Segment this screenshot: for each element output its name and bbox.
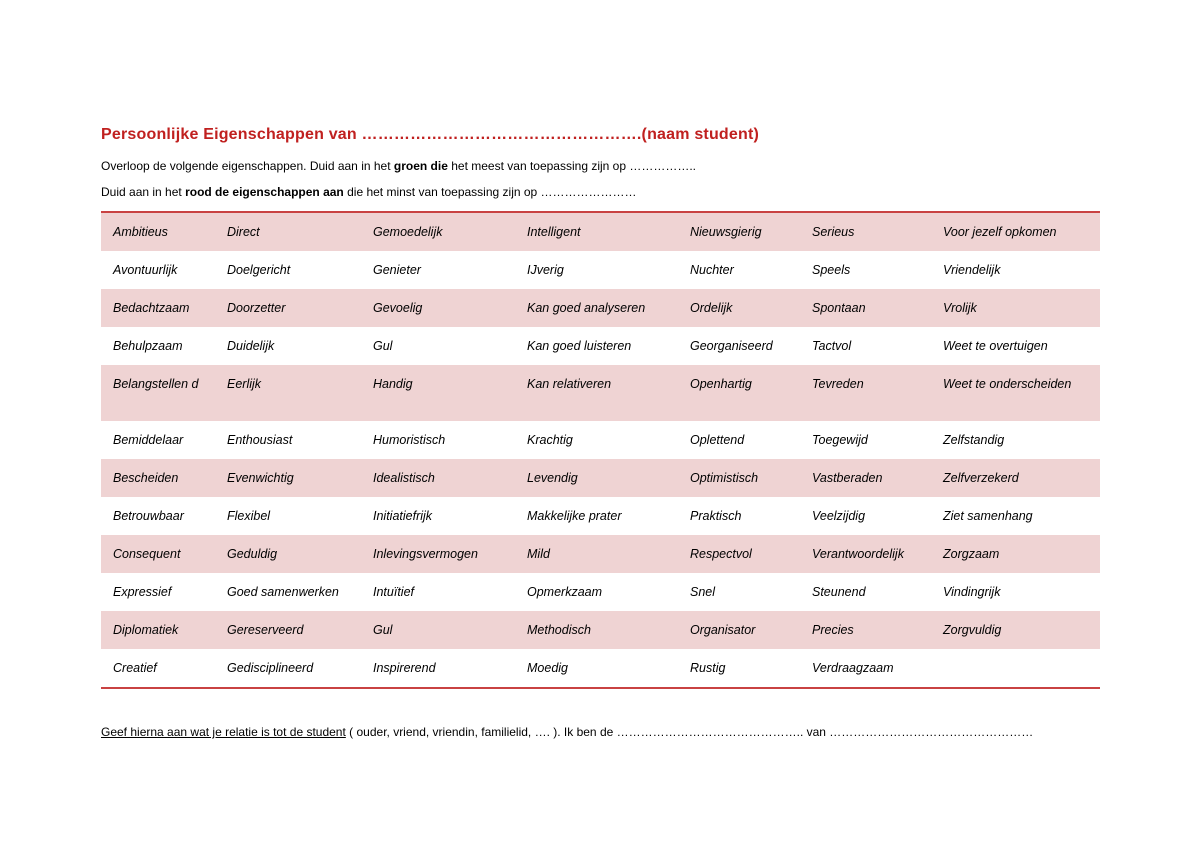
- trait-cell: Spontaan: [800, 289, 931, 327]
- trait-cell: Serieus: [800, 212, 931, 251]
- trait-cell: Vindingrijk: [943, 585, 1001, 599]
- trait-cell: Vastberaden: [800, 459, 931, 497]
- table-row: [101, 327, 1100, 365]
- instruction-red: [101, 185, 637, 199]
- trait-cell: Gedisciplineerd: [227, 661, 314, 675]
- trait-cell: Vrolijk: [931, 289, 1100, 327]
- trait-cell: Inspirerend: [373, 661, 436, 675]
- trait-cell: Verantwoordelijk: [800, 535, 931, 573]
- traits-table-body: [101, 212, 1100, 688]
- table-row: [101, 573, 1100, 611]
- trait-cell: Behulpzaam: [113, 339, 183, 353]
- trait-cell: Tactvol: [812, 339, 852, 353]
- trait-cell: Intelligent: [515, 212, 678, 251]
- trait-cell: Genieter: [373, 263, 421, 277]
- table-row: [101, 611, 1100, 649]
- trait-cell: Levendig: [515, 459, 678, 497]
- trait-cell: Nuchter: [690, 263, 734, 277]
- trait-cell: Humoristisch: [373, 433, 446, 447]
- page-title: Persoonlijke Eigenschappen van …………………………………………….(naam student): [101, 126, 760, 143]
- table-row: [101, 365, 1100, 421]
- trait-cell: Voor jezelf opkomen: [931, 212, 1100, 251]
- instruction-red-rest: die het minst van toepassing zijn op ……………………: [343, 185, 637, 199]
- trait-cell: Rustig: [690, 661, 726, 675]
- trait-cell: Gul: [373, 339, 393, 353]
- trait-cell: IJverig: [527, 263, 564, 277]
- table-row: [101, 535, 1100, 573]
- trait-cell: Zelfverzekerd: [931, 459, 1100, 497]
- instruction-red-text: Duid aan in het: [101, 185, 186, 199]
- trait-cell: Organisator: [678, 611, 800, 649]
- trait-cell: Bedachtzaam: [101, 289, 215, 327]
- trait-cell: [931, 649, 1100, 688]
- trait-cell: Initiatiefrijk: [373, 509, 433, 523]
- instruction-green: [101, 159, 696, 173]
- traits-table: [101, 211, 1100, 689]
- trait-cell: Nieuwsgierig: [678, 212, 800, 251]
- trait-cell: Mild: [515, 535, 678, 573]
- table-row: [101, 421, 1100, 459]
- trait-cell: Opmerkzaam: [527, 585, 603, 599]
- trait-cell: Kan relativeren: [515, 365, 678, 421]
- trait-cell: Respectvol: [678, 535, 800, 573]
- table-row: [101, 497, 1100, 535]
- trait-cell: Doorzetter: [215, 289, 361, 327]
- trait-cell: Snel: [690, 585, 716, 599]
- trait-cell: Zorgzaam: [931, 535, 1100, 573]
- instruction-green-text: Overloop de volgende eigenschappen. Duid aan in het: [101, 159, 394, 173]
- trait-cell: Verdraagzaam: [812, 661, 894, 675]
- table-row: [101, 212, 1100, 251]
- trait-cell: Toegewijd: [812, 433, 868, 447]
- trait-cell: Kan goed luisteren: [527, 339, 632, 353]
- trait-cell: Inlevingsvermogen: [361, 535, 515, 573]
- trait-cell: Geduldig: [215, 535, 361, 573]
- table-row: [101, 649, 1100, 688]
- trait-cell: Zelfstandig: [943, 433, 1005, 447]
- trait-cell: Belangstellen d: [101, 365, 215, 421]
- trait-cell: Consequent: [101, 535, 215, 573]
- trait-cell: Moedig: [527, 661, 568, 675]
- trait-cell: Evenwichtig: [215, 459, 361, 497]
- trait-cell: Direct: [215, 212, 361, 251]
- trait-cell: Ziet samenhang: [943, 509, 1033, 523]
- trait-cell: Veelzijdig: [812, 509, 866, 523]
- trait-cell: Weet te onderscheiden: [931, 365, 1100, 421]
- trait-cell: Ambitieus: [101, 212, 215, 251]
- instruction-red-bold: rood de eigenschappen aan: [185, 185, 344, 199]
- instruction-green-rest: het meest van toepassing zijn op ……………..: [447, 159, 697, 173]
- trait-cell: Avontuurlijk: [113, 263, 178, 277]
- trait-cell: Doelgericht: [227, 263, 291, 277]
- relationship-line: [101, 725, 1033, 739]
- trait-cell: Betrouwbaar: [113, 509, 184, 523]
- trait-cell: Optimistisch: [678, 459, 800, 497]
- trait-cell: Expressief: [113, 585, 172, 599]
- trait-cell: Intuïtief: [373, 585, 414, 599]
- trait-cell: Eerlijk: [215, 365, 361, 421]
- trait-cell: Makkelijke prater: [527, 509, 622, 523]
- trait-cell: Gul: [361, 611, 515, 649]
- relationship-prompt: Geef hierna aan wat je relatie is tot de student: [101, 725, 346, 739]
- trait-cell: Gemoedelijk: [361, 212, 515, 251]
- trait-cell: Speels: [812, 263, 851, 277]
- trait-cell: Oplettend: [690, 433, 745, 447]
- trait-cell: Kan goed analyseren: [515, 289, 678, 327]
- trait-cell: Duidelijk: [227, 339, 275, 353]
- trait-cell: Creatief: [113, 661, 157, 675]
- relationship-fill-in: ( ouder, vriend, vriendin, familielid, …. ). Ik ben de ……………………………………….. van ……………………………………………: [345, 725, 1034, 739]
- trait-cell: Bemiddelaar: [113, 433, 184, 447]
- trait-cell: Diplomatiek: [101, 611, 215, 649]
- table-row: [101, 251, 1100, 289]
- trait-cell: Flexibel: [227, 509, 271, 523]
- trait-cell: Bescheiden: [101, 459, 215, 497]
- trait-cell: Weet te overtuigen: [943, 339, 1048, 353]
- table-row: [101, 289, 1100, 327]
- trait-cell: Precies: [800, 611, 931, 649]
- trait-cell: Handig: [361, 365, 515, 421]
- trait-cell: Steunend: [812, 585, 866, 599]
- trait-cell: Openhartig: [678, 365, 800, 421]
- trait-cell: Gereserveerd: [215, 611, 361, 649]
- trait-cell: Gevoelig: [361, 289, 515, 327]
- trait-cell: Ordelijk: [678, 289, 800, 327]
- table-row: [101, 459, 1100, 497]
- trait-cell: Methodisch: [515, 611, 678, 649]
- trait-cell: Praktisch: [690, 509, 742, 523]
- instruction-green-bold: groen die: [393, 159, 448, 173]
- trait-cell: Zorgvuldig: [931, 611, 1100, 649]
- trait-cell: Krachtig: [527, 433, 573, 447]
- trait-cell: Enthousiast: [227, 433, 293, 447]
- trait-cell: Georganiseerd: [690, 339, 773, 353]
- trait-cell: Goed samenwerken: [227, 585, 339, 599]
- trait-cell: Idealistisch: [361, 459, 515, 497]
- trait-cell: Tevreden: [800, 365, 931, 421]
- trait-cell: Vriendelijk: [943, 263, 1001, 277]
